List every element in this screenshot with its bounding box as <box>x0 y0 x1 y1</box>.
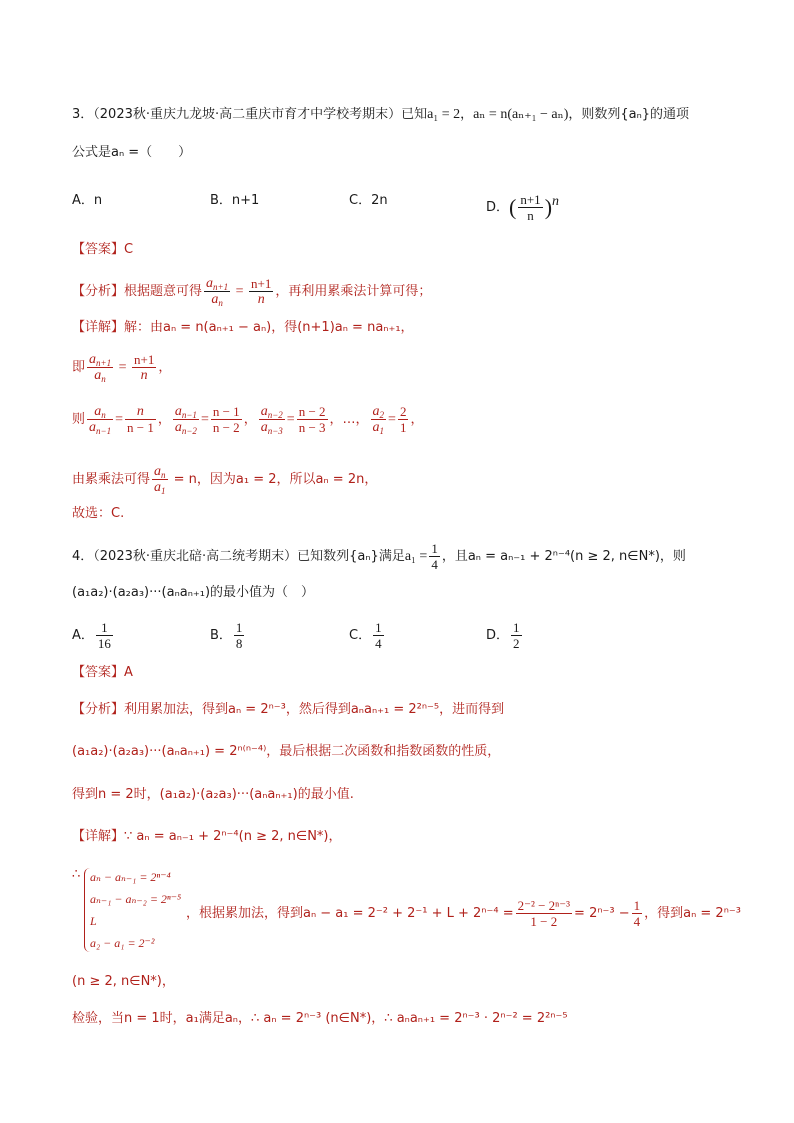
q4-option-b <box>210 620 246 651</box>
q3-detail4-pre: 由累乘法可得 <box>72 472 151 487</box>
q4-analysis-3: 得到n = 2时，(a₁a₂)·(a₂a₃)···(aₙaₙ₊₁)的最小值. <box>72 787 354 802</box>
q4-detail1: ∵ aₙ = aₙ₋₁ + 2ⁿ⁻⁴(n ≥ 2, n∈N*)， <box>124 829 342 844</box>
q3-tail: ，则数列{aₙ}的通项 <box>568 107 690 122</box>
q3-detail1: 解：由aₙ = n(aₙ₊₁ − aₙ)，得(n+1)aₙ = naₙ₊₁， <box>124 320 414 335</box>
q4-option-a-num: 1 <box>96 620 113 636</box>
q4-answer-label: 【答案】 <box>72 665 125 680</box>
q3-detail2-pre: 即 <box>72 360 86 375</box>
q4-answer-value: A <box>124 665 133 680</box>
q4-analysis-1 <box>72 701 504 719</box>
q3-detail-label: 【详解】 <box>72 320 125 335</box>
q4-option-d <box>486 620 524 651</box>
q3-detail3-pre: 则 <box>72 412 86 427</box>
system-row-3: L <box>90 914 97 928</box>
q4-stem: 4．（2023秋·重庆北碚·高二统考期末）已知数列{aₙ}满足a₁ = $\frac{1}{4}$ ，且aₙ = aₙ₋₁ + 2ⁿ⁻⁴(n ≥ 2, n∈N*)，则 <box>72 541 686 572</box>
q3-detail4-mid: = n，因为a₁ = 2，所以aₙ = 2n， <box>169 472 378 487</box>
q3-answer <box>72 241 133 259</box>
q3-choose: 故选：C. <box>72 506 125 521</box>
q4-source: （2023秋·重庆北碚·高二统考期末）已知数列{aₙ}满足 <box>93 549 405 564</box>
q4-equation-system <box>72 866 202 956</box>
q3-analysis-post: ，再利用累乘法计算可得； <box>275 284 432 299</box>
q3-detail-1 <box>72 319 414 337</box>
q3-cond2: aₙ = n(aₙ₊₁ − aₙ) <box>473 107 569 122</box>
q4-sys-text3: ，得到aₙ = 2ⁿ⁻³ <box>644 906 741 921</box>
q3-answer-label: 【答案】 <box>72 242 125 257</box>
q4-analysis-2: (a₁a₂)·(a₂a₃)···(aₙaₙ₊₁) = 2ⁿ⁽ⁿ⁻⁴⁾，最后根据二次函数和指数函数的性质， <box>72 744 501 759</box>
q4-sys-text1: ，根据累加法，得到aₙ − a₁ = 2⁻² + 2⁻¹ + L + 2ⁿ⁻⁴ = <box>186 906 514 921</box>
q3-option-a: A．n <box>72 193 103 208</box>
q3-option-d: D．( $\frac{n+1}{n}$ )$^n$ <box>486 192 560 223</box>
q4-option-a-den: 16 <box>97 636 111 651</box>
q4-analysis1: 利用累加法，得到aₙ = 2ⁿ⁻³，然后得到aₙaₙ₊₁ = 2²ⁿ⁻⁵，进而得到 <box>124 702 505 717</box>
q4-option-d-num: 1 <box>513 620 520 635</box>
q3-option-b: B．n+1 <box>210 193 260 208</box>
q3-detail2-post: ， <box>158 360 172 375</box>
system-brace: ∴ <box>72 867 81 882</box>
q3-cond1: a₁ = 2 <box>427 107 461 122</box>
q3-detail-4: 由累乘法可得 $\frac{a_n}{a_1}$ = n，因为a₁ = 2，所以aₙ = 2n， <box>72 464 378 496</box>
q4-option-c <box>349 620 386 651</box>
q3-option-d-label: D． <box>486 200 510 215</box>
q3-analysis: 【分析】根据题意可得 $\frac{a_{n+1}}{a_n}$ = $\frac{n+1}{n}$ ，再利用累乘法计算可得； <box>72 276 432 308</box>
q4-option-b-num: 1 <box>235 620 243 635</box>
q3-analysis-pre: 根据题意可得 <box>124 284 203 299</box>
q3-detail3-post: ， <box>410 412 424 427</box>
system-row-4: a₂ − a₁ = 2⁻² <box>90 936 155 950</box>
q3-analysis-label: 【分析】 <box>72 284 125 299</box>
q4-option-a-label: A． <box>72 628 94 643</box>
q4-detail-1 <box>72 828 342 846</box>
q4-option-b-label: B． <box>210 628 232 643</box>
q4-sys-text2: = 2ⁿ⁻³ − <box>574 906 630 921</box>
q4-analysis-label: 【分析】 <box>72 702 125 717</box>
q3-stem <box>72 106 689 124</box>
q3-answer-value: C <box>124 242 134 257</box>
q4-option-d-den: 2 <box>513 636 520 651</box>
q4-accumulate-line: ，根据累加法，得到aₙ − a₁ = 2⁻² + 2⁻¹ + L + 2ⁿ⁻⁴ = $\frac{\text{2⁻² − 2ⁿ⁻³}}{1 - 2}$ = 2ⁿ⁻³ − $\frac{1}{4}$ ，得到aₙ = 2ⁿ⁻³ <box>186 898 741 929</box>
q3-sep: ， <box>460 107 474 122</box>
q4-option-d-label: D． <box>486 628 510 643</box>
q4-detail-label: 【详解】 <box>72 829 125 844</box>
q3-option-c: C．2n <box>349 193 388 208</box>
q4-option-a <box>72 620 115 651</box>
system-row-2: aₙ₋₁ − aₙ₋₂ = 2ⁿ⁻⁵ <box>90 892 182 906</box>
q4-number: 4． <box>72 549 94 564</box>
q3-detail-3: 则 $\frac{a_n}{a_{n-1}}$ = $\frac{n}{n - 1}$ ， $\frac{a_{n-1}}{a_{n-2}}$ = $\frac{n - 1}{n - 2}$ ， $\frac{a_{n-2}}{a_{n-3}}$ = $\frac{n - 2}{n - 3}$ ，…， $\frac{a_2}{a_1}$ = $\frac{2}{1}$ ， <box>72 404 424 436</box>
q3-number: 3． <box>72 107 94 122</box>
q3-source: （2023秋·重庆九龙坡·高二重庆市育才中学校考期末）已知 <box>93 107 428 122</box>
q3-detail-2: 即 $\frac{a_{n+1}}{a_n}$ = $\frac{n+1}{n}$ ， <box>72 352 172 384</box>
q4-answer <box>72 664 133 682</box>
q4-stem-line2: (a₁a₂)·(a₂a₃)···(aₙaₙ₊₁)的最小值为（ ） <box>72 585 315 600</box>
q4-cond-pre: a₁ = <box>404 549 428 564</box>
q4-options <box>72 620 632 660</box>
system-row-1: aₙ − aₙ₋₁ = 2ⁿ⁻⁴ <box>90 870 171 884</box>
q4-cond-post: ，且aₙ = aₙ₋₁ + 2ⁿ⁻⁴(n ≥ 2, n∈N*)，则 <box>441 549 686 564</box>
q4-check-line: 检验，当n = 1时，a₁满足aₙ，∴ aₙ = 2ⁿ⁻³ (n∈N*)，∴ aₙaₙ₊₁ = 2ⁿ⁻³ · 2ⁿ⁻² = 2²ⁿ⁻⁵ <box>72 1011 568 1026</box>
q4-option-c-num: 1 <box>375 620 382 635</box>
q3-stem-line2: 公式是aₙ =（ ） <box>72 145 192 160</box>
q4-cond-line: (n ≥ 2, n∈N*)， <box>72 974 175 989</box>
q4-option-c-label: C． <box>349 628 372 643</box>
q4-option-b-den: 8 <box>235 636 243 651</box>
q4-option-c-den: 4 <box>375 636 382 651</box>
